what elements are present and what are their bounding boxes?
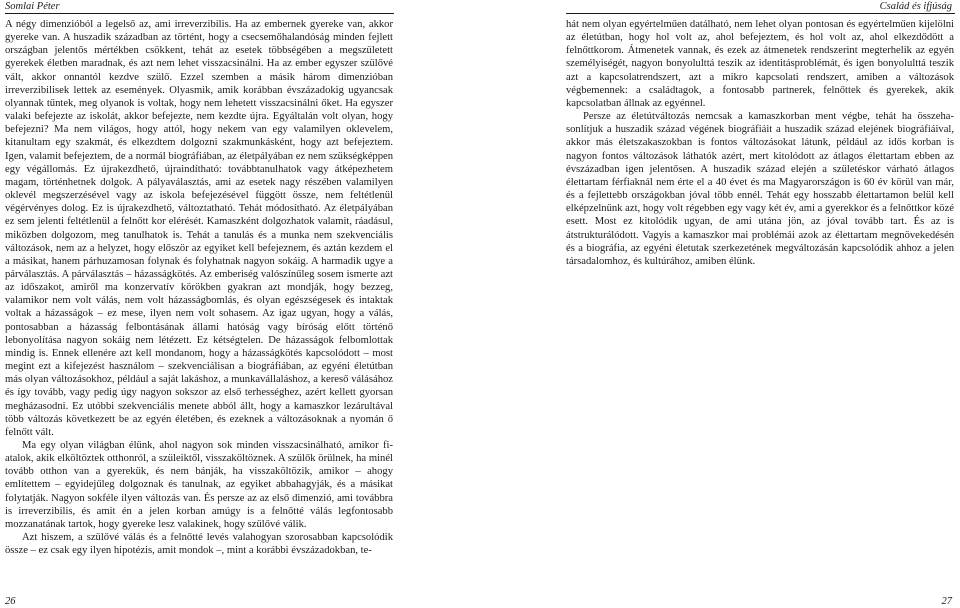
page-number-left: 26 [5,596,16,607]
running-head-title: Család és ifjúság [879,1,952,12]
body-paragraph: A négy dimenzióból a legelső az, ami irreverzibilis. Ha az embernek gyereke van, akkor gyereke van. A huszadik században az történt, hogy a csecsemőhalandóság minden fejlett országban jelentős mértékben csökkent, tehát az esetek többségében a megszületett gyerekek életben maradnak, és azt nem lehet visszacsinálni. Ha az ember egyszer szülővé vált, akkor onnantól kezdve szülő. Ezzel szemben a másik három dimenzióban irreverzibilisek lettek az események. Olyasmik, amik korábban évszázadokig ugyancsak olyannak tűntek, meg olyanok is voltak, hogy nem lehetett visszacsinálni őket. Ha egyszer valaki befejezte az iskolát, akkor befejezte, nem kezdte újra. Egyáltalán volt olyan, hogy befejezni? Ma nem világos, hogy attól, hogy nekem van egy valamilyen oklevelem, kitanultam egy szakmát, és elkezdtem dolgozni szakmunkásként, hogy azt befejeztem. Igen, valamit befejeztem, de a normál biográfiában, az életpályában ez nem szükségképpen egy végállomás. Ez újrakezdhető, újraindítható: továbbtanulhatok vagy átképezhetem magam, történhetnek dolgok. A pályaválasztás, ami az esetek nagy részében valamilyen oklevél megszerzésével vagy az iskola befejezésével függött össze, nem feltétlenül végérvényes dolog. Ez is újrakezdhető, változtatható. Tehát módosítható. Az életpályában ez sem jelenti feltétlenül a felnőtt kor elérését. Kamaszként dolgozhatok valamit, ráadásul, miközben dolgozom, meg tanulhatok is. Tehát a tanulás és a munka nem szekvenciális változások, nem az a helyzet, hogy először az egyiket kell befejeznem, és aztán kezdem el a másikat, hanem párhuzamosan folynak és folyhatnak nagyon sokáig. A harmadik ugye a párválasztás. A párválasztás – házasságkötés. Az emberiség valószínűleg sosem ismerte azt az időszakot, amiről ma konzervatív körökben gyakran azt mondják, hogy bezzeg, valamikor nem volt válás, nem volt házasságbomlás, és olyan egészségesek és intaktak voltak a házasságok – ez mese, ilyen nem volt sohasem. Az igaz ugyan, hogy a válás, pontosabban a házasság felbontásának állami hatóság vagy bíróság előtt történő lebonyolítása nagyon sokáig nem létézett. Ez kétségtelen. De házasságok felbomlottak mindig is. Ennek ellenére azt kell mondanom, hogy a házasságkötés kapcsolódott – most megint ezt a kifejezést használom – szekvenciálisan a biográfiában, az egyéni életútban más olyan változásokhoz, például a saját lakáshoz, a munkavállaláshoz, a kereső válásához és így tovább, vagy pedig úgy nagyon sokszor az első terhességhez, azért kellett gyorsan megházasodni. Ez utóbbi szekvenciális menete abból állt, hogy a kamaszkor lezárultával több változás következett be az egyén életében, és ezeknek a változásoknak a nyomán ő felnőtt vált. [5,19,393,438]
header-rule-right [566,13,955,14]
body-paragraph: Azt hiszem, a szülővé válás és a felnőtté levés valahogyan szorosabban kapcsolódik össze – ez csak egy ilyen hipotézis, amit mondok –, mint a korábbi évszázadokban, te- [5,532,393,557]
page-number-right: 27 [941,596,952,607]
left-page-body [5,18,393,557]
header-rule-left [5,13,394,14]
body-paragraph: hát nem olyan egyértelműen datálható, nem lehet olyan pontosan és egyértelműen kijelölni az életútban, hogy hol volt az, ahol befejeztem, és hol volt az, ahol elkezdődött a felnőttkorom. Átmenetek vannak, és ezek az átmenetek rendszerint megterhelik az egyén személyiségét, nagyon bonyolulttá teszik az identitásproblémát, és igen bonyolulttá teszik azt a kapcsolatrendszert, azt a mikro kapcsolati rendszert, amiben a változások végbemennek: a családtagok, a fontosabb partnerek, felnőttek és gyerekek, akik kapcsolatban állnak az egyénnel. [566,19,954,109]
body-paragraph: Ma egy olyan világban élünk, ahol nagyon sok minden visszacsinálható, amikor fiatalok, akik elköltöztek otthonról, a szüleiktől, visszaköltöznek. A szülők örülnek, ha minél tovább otthon van a gyerekük, és nem bánják, ha visszaköltözik, amikor – ahogy említettem – egyidejűleg dolgoznak és tanulnak, az egyiket abbahagyják, és a másikat folytatják. Nagyon sokféle ilyen változás van. És persze az az első dimenzió, ami továbbra is irreverzibilis, és amit én a jelen korban amúgy is a felnőtté válás legfontosabb mozzanatának tartok, hogy gyereke lesz valakinek, hogy szülővé válik. [5,440,393,530]
body-paragraph: Persze az életútváltozás nemcsak a kamaszkorban ment végbe, tehát ha összehasonlítjuk a huszadik század végének biográfiáit a huszadik század elejének biográfiáival, akkor más életszakaszokban is fontos változásokat látunk, például az idős korban is nagyon fontos változások láthatók azért, mert kitolódott az átlagos élettartam ebben az évszázadban igen jelentősen. A huszadik század elején a születéskor várható átlagos élettartam férfiaknál nem érte el a 40 évet és ma Magyarországon is 60 év körül van már, és a fejlettebb országokban jóval több ennél. Tehát egy hosszabb élettartamon belül kell elképzelnünk azt, hogy volt régebben egy vagy két év, ami a gyerekkor és a felnőttkor közé esett. Most ez kitolódik ugyan, de ami utána jön, az jóval tovább tart. És az is átstrukturálódott. Vagyis a kamaszkor mai problémái azok az élettartam megnövekedésén és a biográfia, az egyéni életutak szerkezetének megváltozásán kapcsolódik ahhoz a jelen társadalomhoz, és kultúrához, amiben élünk. [566,111,954,267]
right-page-body [566,18,954,268]
running-head-author: Somlai Péter [5,1,60,12]
